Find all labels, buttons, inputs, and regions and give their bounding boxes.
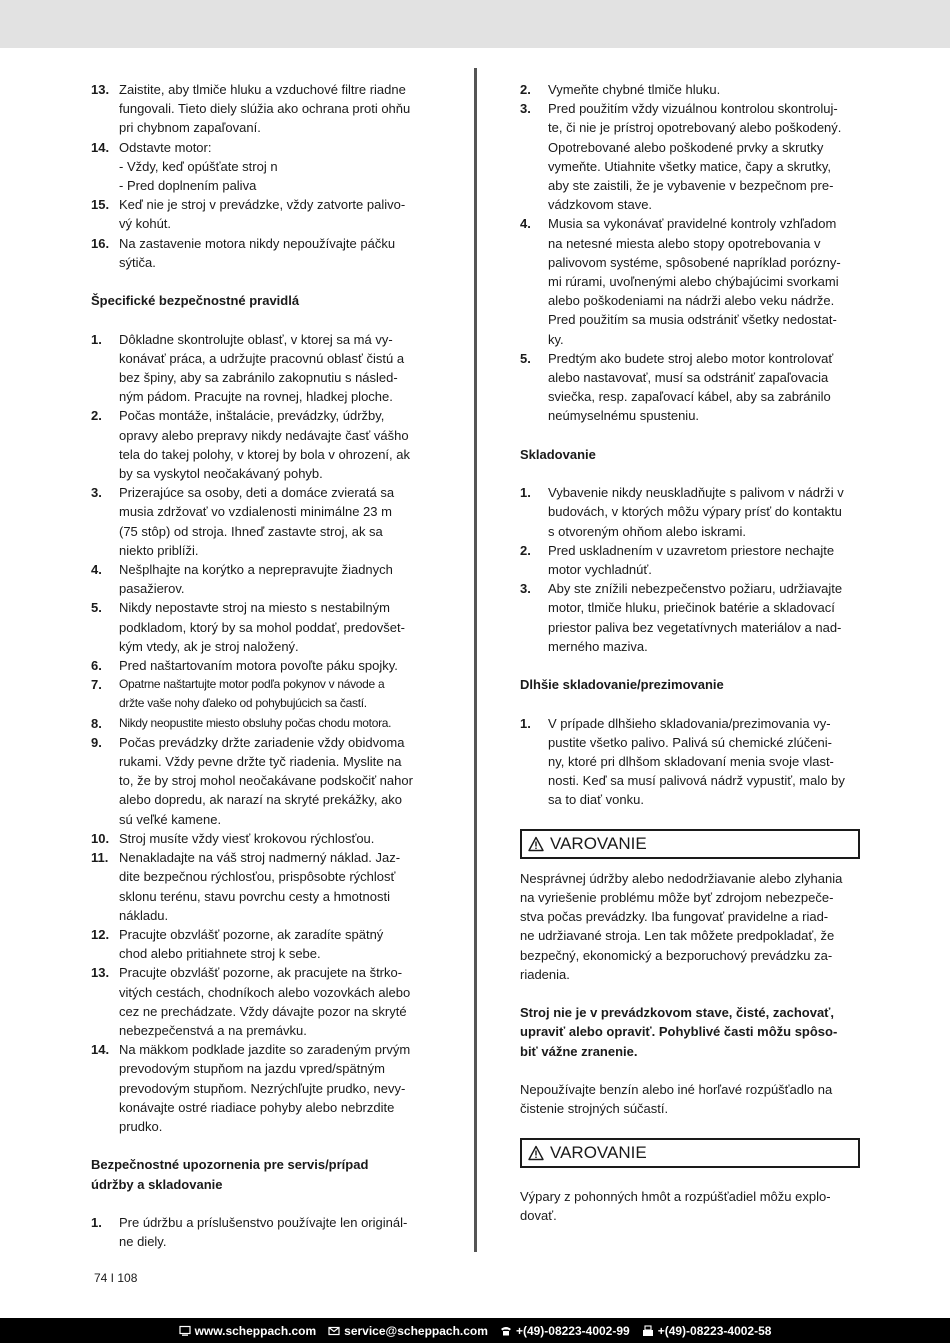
list-top	[91, 80, 431, 272]
list-item-text: Aby ste znížili nebezpečenstvo požiaru, udržiavajte motor, tlmiče hluku, priečinok batérie a skladovací priestor paliva bez vegetatívnych materiálov a nad- merného maziva.	[548, 581, 843, 654]
list-item-text: Pred použitím vždy vizuálnou kontrolou skontroluj- te, či nie je prístroj opotrebovaný alebo poškodený. Opotrebované alebo poškodené prvky a skrutky vymeňte. Utiahnite všetky matice, čapy a skrutky, aby ste zaistili, že je vybavenie v bezpečnom pre- vádzkovom stave.	[548, 101, 842, 213]
list-item	[91, 598, 431, 656]
list-item-number: 16.	[91, 235, 110, 251]
list-item-text: Počas montáže, inštalácie, prevádzky, údržby, opravy alebo prepravy nikdy nedávajte časť vášho tela do takej polohy, v ktorej by bola v ohrození, ak by sa vyskytol neočakávaný pohyb.	[119, 408, 410, 482]
list-service-safety	[91, 1213, 431, 1251]
warning-triangle-icon	[528, 836, 544, 852]
list-item-text: Vybavenie nikdy neuskladňujte s palivom v nádrži v budovách, v ktorých môžu výpary prísť do kontaktu s otvoreným ohňom alebo iskrami.	[548, 485, 844, 539]
list-item	[520, 714, 860, 810]
list-item-text: Odstavte motor: - Vždy, keď opúšťate stroj n - Pred doplnením paliva	[119, 139, 278, 194]
list-item	[91, 138, 431, 196]
list-service-continued	[520, 80, 860, 426]
list-item	[91, 733, 431, 829]
footer-phone	[500, 1324, 630, 1338]
warning-title-2: VAROVANIE	[550, 1143, 647, 1163]
phone-icon	[500, 1325, 512, 1337]
list-item-number: 4.	[91, 562, 102, 578]
list-item	[91, 560, 431, 598]
list-item-text: V prípade dlhšieho skladovania/prezimovania vy- pustite všetko palivo. Palivá sú chemické zlúčeni- ny, ktoré pri dlhšom skladovaní menia svoje vlast- nosti. Keď sa musí palivová nádrž vypustiť, malo by sa to diať vonku.	[548, 715, 845, 808]
warning-text-1: Nesprávnej údržby alebo nedodržiavanie alebo zlyhania na vyriešenie problému môže byť zdrojom nebezpeče- stva počas prevádzky. Iba fungovať pravidelne a riad- ne udržiavané stroja. Len tak môžete predpokladať, že bezpečný, ekonomický a bezporuchový prevádzku za- riadenia.	[520, 870, 843, 982]
list-item-text: Opatrne naštartujte motor podľa pokynov v návode a držte vaše nohy ďaleko od pohybujúcich sa častí.	[119, 677, 385, 711]
list-item-number: 8.	[91, 715, 102, 731]
list-item	[91, 1040, 431, 1136]
list-long-term-storage	[520, 714, 860, 810]
list-item-number: 10.	[91, 830, 110, 846]
list-item-number: 6.	[91, 658, 102, 674]
list-item-text: Nešplhajte na korýtko a neprepravujte žiadnych pasažierov.	[119, 562, 393, 597]
list-item	[520, 483, 860, 541]
heading-long-term-storage: Dlhšie skladovanie/prezimovanie	[520, 677, 724, 693]
warning-box-1	[520, 829, 860, 859]
list-specific-safety	[91, 330, 431, 1137]
list-item-text: Nenakladajte na váš stroj nadmerný náklad. Jaz- dite bezpečnou rýchlosťou, prispôsobte rýchlosť sklonu terénu, stavu povrchu cesty a hmotnosti nákladu.	[119, 850, 401, 923]
list-item-text: Zaistite, aby tlmiče hluku a vzduchové filtre riadne fungovali. Tieto diely slúžia ako ochrana proti ohňu pri chybnom zapaľovaní.	[119, 82, 411, 136]
list-item-number: 11.	[91, 850, 109, 866]
page-number: 74 I 108	[94, 1271, 138, 1285]
list-item	[91, 80, 431, 138]
list-item	[91, 656, 431, 675]
list-item-text: Vymeňte chybné tlmiče hluku.	[548, 82, 721, 97]
list-item-text: Dôkladne skontrolujte oblasť, v ktorej sa má vy- konávať práca, a udržujte pracovnú oblasť čistú a bez špiny, aby sa zabránilo zakopnutiu s násled- ným pádom. Pracujte na rovnej, hladkej ploche.	[119, 331, 405, 405]
list-item	[91, 330, 431, 407]
list-item	[520, 541, 860, 579]
list-item-number: 2.	[520, 82, 531, 97]
footer-bar	[0, 1318, 950, 1343]
heading-storage: Skladovanie	[520, 446, 596, 462]
heading-service-safety: Bezpečnostné upozornenia pre servis/prípad údržby a skladovanie	[91, 1157, 369, 1192]
list-item-text: Pred uskladnením v uzavretom priestore nechajte motor vychladnúť.	[548, 542, 835, 578]
list-item	[520, 349, 860, 426]
list-item-number: 14.	[91, 1042, 110, 1058]
column-divider	[474, 68, 477, 1252]
list-storage	[520, 483, 860, 656]
list-item-text: Keď nie je stroj v prevádzke, vždy zatvorte palivo- vý kohút.	[119, 197, 406, 232]
footer-fax	[642, 1324, 772, 1338]
list-item-number: 1.	[91, 331, 102, 347]
fax-icon	[642, 1325, 654, 1337]
warning-text-2: Výpary z pohonných hmôt a rozpúšťadiel môžu explo- dovať.	[520, 1188, 831, 1224]
list-item-text: Nikdy nepostavte stroj na miesto s nestabilným podkladom, ktorý by sa mohol poddať, predovšet- kým vtedy, ak je stroj naložený.	[119, 600, 405, 654]
list-item	[91, 675, 431, 713]
footer-website[interactable]	[179, 1324, 317, 1338]
list-item-number: 9.	[91, 734, 102, 750]
list-item-text: Pracujte obzvlášť pozorne, ak zaradíte spätný chod alebo pritiahnete stroj k sebe.	[119, 926, 384, 962]
footer-email-text[interactable]: service@scheppach.com	[344, 1323, 488, 1338]
list-item-text: Na zastavenie motora nikdy nepoužívajte páčku sýtiča.	[119, 235, 396, 270]
list-item-number: 3.	[91, 485, 102, 501]
mail-icon	[328, 1325, 340, 1337]
heading-specific-safety: Špecifické bezpečnostné pravidlá	[91, 293, 300, 309]
list-item-number: 2.	[91, 408, 102, 424]
right-column	[520, 80, 860, 1225]
list-item-number: 5.	[520, 350, 531, 366]
list-item-number: 3.	[520, 581, 531, 597]
list-item	[520, 99, 860, 214]
warning-note-1: Nepoužívajte benzín alebo iné horľavé rozpúšťadlo na čistenie strojných súčastí.	[520, 1082, 833, 1117]
list-item-text: Nikdy neopustite miesto obsluhy počas chodu motora.	[119, 715, 392, 730]
list-item-text: Na mäkkom podklade jazdite so zaradeným prvým prevodovým stupňom na jazdu vpred/spätným prevodovým stupňom. Nezrýchľujte prudko, nevy- konávajte ostré riadiace pohyby alebo nebrzdite prudko.	[119, 1042, 411, 1134]
left-column	[91, 80, 431, 1251]
list-item	[91, 1213, 431, 1251]
list-item	[91, 234, 431, 272]
list-item-number: 3.	[520, 101, 531, 117]
list-item-number: 4.	[520, 216, 531, 232]
list-item-text: Musia sa vykonávať pravidelné kontroly vzhľadom na netesné miesta alebo stopy opotrebovania v palivovom systéme, spôsobené napríklad porózny- mi rúrami, uvoľnenými alebo chýbajúcimi svorkami alebo poškodeniami na nádrži alebo veku nádrže. Pred použitím sa musia odstrániť všetky nedostat- ky.	[548, 216, 841, 347]
list-item-number: 12.	[91, 926, 110, 942]
list-item	[91, 963, 431, 1040]
warning-triangle-icon	[528, 1145, 544, 1161]
list-item	[520, 579, 860, 656]
warning-box-2	[520, 1138, 860, 1168]
footer-website-text[interactable]: www.scheppach.com	[194, 1323, 317, 1338]
footer-fax-text: +(49)-08223-4002-58	[657, 1323, 772, 1338]
footer-phone-text: +(49)-08223-4002-99	[515, 1323, 630, 1338]
computer-icon	[179, 1325, 191, 1337]
list-item	[91, 925, 431, 963]
list-item	[91, 406, 431, 483]
list-item-number: 1.	[520, 485, 531, 501]
list-item	[91, 195, 431, 233]
list-item-text: Pred naštartovaním motora povoľte páku spojky.	[119, 658, 398, 674]
list-item	[91, 714, 431, 733]
list-item-number: 13.	[91, 965, 110, 981]
list-item-number: 1.	[91, 1214, 102, 1230]
list-item	[91, 829, 431, 848]
list-item-text: Pre údržbu a príslušenstvo používajte len originál- ne diely.	[119, 1214, 408, 1250]
list-item-number: 13.	[91, 82, 110, 97]
list-item-text: Predtým ako budete stroj alebo motor kontrolovať alebo nastavovať, musí sa odstrániť zapaľovacia sviečka, resp. zapaľovací kábel, aby sa zabránilo neúmyselnému spusteniu.	[548, 350, 834, 424]
list-item-number: 14.	[91, 139, 110, 155]
list-item-text: Prizerajúce sa osoby, deti a domáce zvieratá sa musia zdržovať vo vzdialenosti minimálne 23 m (75 stôp) od stroja. Ihneď zastavte stroj, ak sa niekto priblíži.	[119, 485, 395, 558]
list-item-number: 2.	[520, 542, 531, 558]
list-item-text: Stroj musíte vždy viesť krokovou rýchlosťou.	[119, 830, 375, 846]
footer-email[interactable]	[328, 1324, 488, 1338]
list-item	[91, 848, 431, 925]
list-item	[91, 483, 431, 560]
list-item-text: Pracujte obzvlášť pozorne, ak pracujete na štrko- vitých cestách, chodníkoch alebo vozovkách alebo cez ne prechádzate. Vždy dávajte pozor na skryté nebezpečenstvá a na premávku.	[119, 965, 411, 1038]
list-item-number: 15.	[91, 197, 110, 213]
list-item-number: 7.	[91, 677, 102, 693]
warning-bold-text-1: Stroj nie je v prevádzkovom stave, čisté, zachovať, upraviť alebo opraviť. Pohyblivé časti môžu spôso- biť vážne zranenie.	[520, 1005, 838, 1059]
list-item-number: 1.	[520, 715, 531, 731]
warning-title-1: VAROVANIE	[550, 834, 647, 854]
top-header-bar	[0, 0, 950, 48]
list-item-text: Počas prevádzky držte zariadenie vždy obidvoma rukami. Vždy pevne držte tyč riadenia. Myslite na to, že by stroj mohol neočakávane podskočiť nahor alebo dopredu, ak narazí na skryté prekážky, ako sú veľké kamene.	[119, 734, 413, 827]
list-item	[520, 214, 860, 348]
list-item	[520, 80, 860, 99]
list-item-number: 5.	[91, 600, 102, 616]
